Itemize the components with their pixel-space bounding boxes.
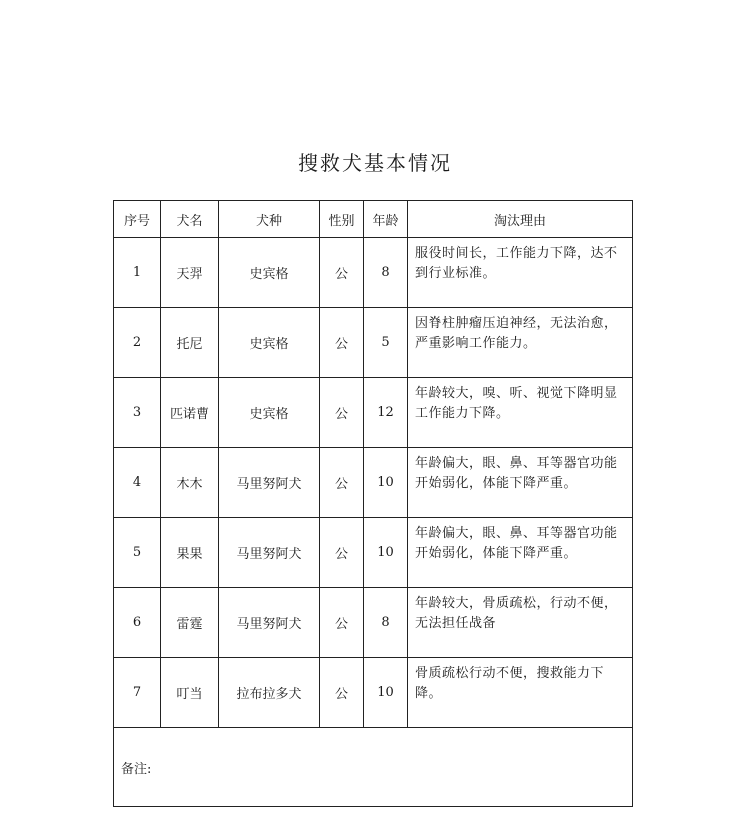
- cell-reason: 服役时间长，工作能力下降，达不到行业标准。: [408, 238, 633, 308]
- header-no: 序号: [114, 201, 161, 238]
- cell-name: 木木: [161, 448, 219, 518]
- header-row: [114, 201, 633, 238]
- cell-breed: 马里努阿犬: [219, 448, 320, 518]
- cell-breed: 马里努阿犬: [219, 518, 320, 588]
- table-row: [114, 378, 633, 448]
- cell-reason: 骨质疏松行动不便，搜救能力下降。: [408, 658, 633, 728]
- table-row: [114, 448, 633, 518]
- table-row: [114, 588, 633, 658]
- cell-breed: 马里努阿犬: [219, 588, 320, 658]
- cell-reason: 因脊柱肿瘤压迫神经，无法治愈，严重影响工作能力。: [408, 308, 633, 378]
- cell-sex: 公: [320, 658, 364, 728]
- cell-age: 8: [364, 238, 408, 308]
- cell-breed: 拉布拉多犬: [219, 658, 320, 728]
- header-reason: 淘汰理由: [408, 201, 633, 238]
- cell-sex: 公: [320, 238, 364, 308]
- dog-info-table: [113, 200, 633, 807]
- table-row: [114, 518, 633, 588]
- cell-reason: 年龄较大，嗅、听、视觉下降明显工作能力下降。: [408, 378, 633, 448]
- cell-sex: 公: [320, 518, 364, 588]
- cell-no: 3: [114, 378, 161, 448]
- cell-no: 1: [114, 238, 161, 308]
- cell-name: 天羿: [161, 238, 219, 308]
- cell-age: 5: [364, 308, 408, 378]
- document-title: 搜救犬基本情况: [298, 151, 452, 175]
- cell-age: 10: [364, 658, 408, 728]
- remark-cell: 备注:: [114, 728, 633, 807]
- table-row: [114, 238, 633, 308]
- header-sex: 性别: [320, 201, 364, 238]
- cell-reason: 年龄较大，骨质疏松，行动不便，无法担任战备: [408, 588, 633, 658]
- cell-sex: 公: [320, 448, 364, 518]
- cell-no: 7: [114, 658, 161, 728]
- cell-name: 果果: [161, 518, 219, 588]
- cell-name: 匹诺曹: [161, 378, 219, 448]
- cell-breed: 史宾格: [219, 238, 320, 308]
- cell-no: 4: [114, 448, 161, 518]
- remark-row: [114, 728, 633, 807]
- header-breed: 犬种: [219, 201, 320, 238]
- header-name: 犬名: [161, 201, 219, 238]
- cell-age: 12: [364, 378, 408, 448]
- cell-no: 2: [114, 308, 161, 378]
- cell-reason: 年龄偏大，眼、鼻、耳等器官功能开始弱化，体能下降严重。: [408, 448, 633, 518]
- cell-age: 10: [364, 518, 408, 588]
- table-row: [114, 658, 633, 728]
- cell-breed: 史宾格: [219, 308, 320, 378]
- cell-no: 6: [114, 588, 161, 658]
- cell-reason: 年龄偏大，眼、鼻、耳等器官功能开始弱化，体能下降严重。: [408, 518, 633, 588]
- cell-sex: 公: [320, 588, 364, 658]
- cell-name: 叮当: [161, 658, 219, 728]
- cell-sex: 公: [320, 308, 364, 378]
- cell-breed: 史宾格: [219, 378, 320, 448]
- cell-name: 雷霆: [161, 588, 219, 658]
- cell-age: 8: [364, 588, 408, 658]
- table-row: [114, 308, 633, 378]
- header-age: 年龄: [364, 201, 408, 238]
- cell-name: 托尼: [161, 308, 219, 378]
- cell-no: 5: [114, 518, 161, 588]
- cell-sex: 公: [320, 378, 364, 448]
- cell-age: 10: [364, 448, 408, 518]
